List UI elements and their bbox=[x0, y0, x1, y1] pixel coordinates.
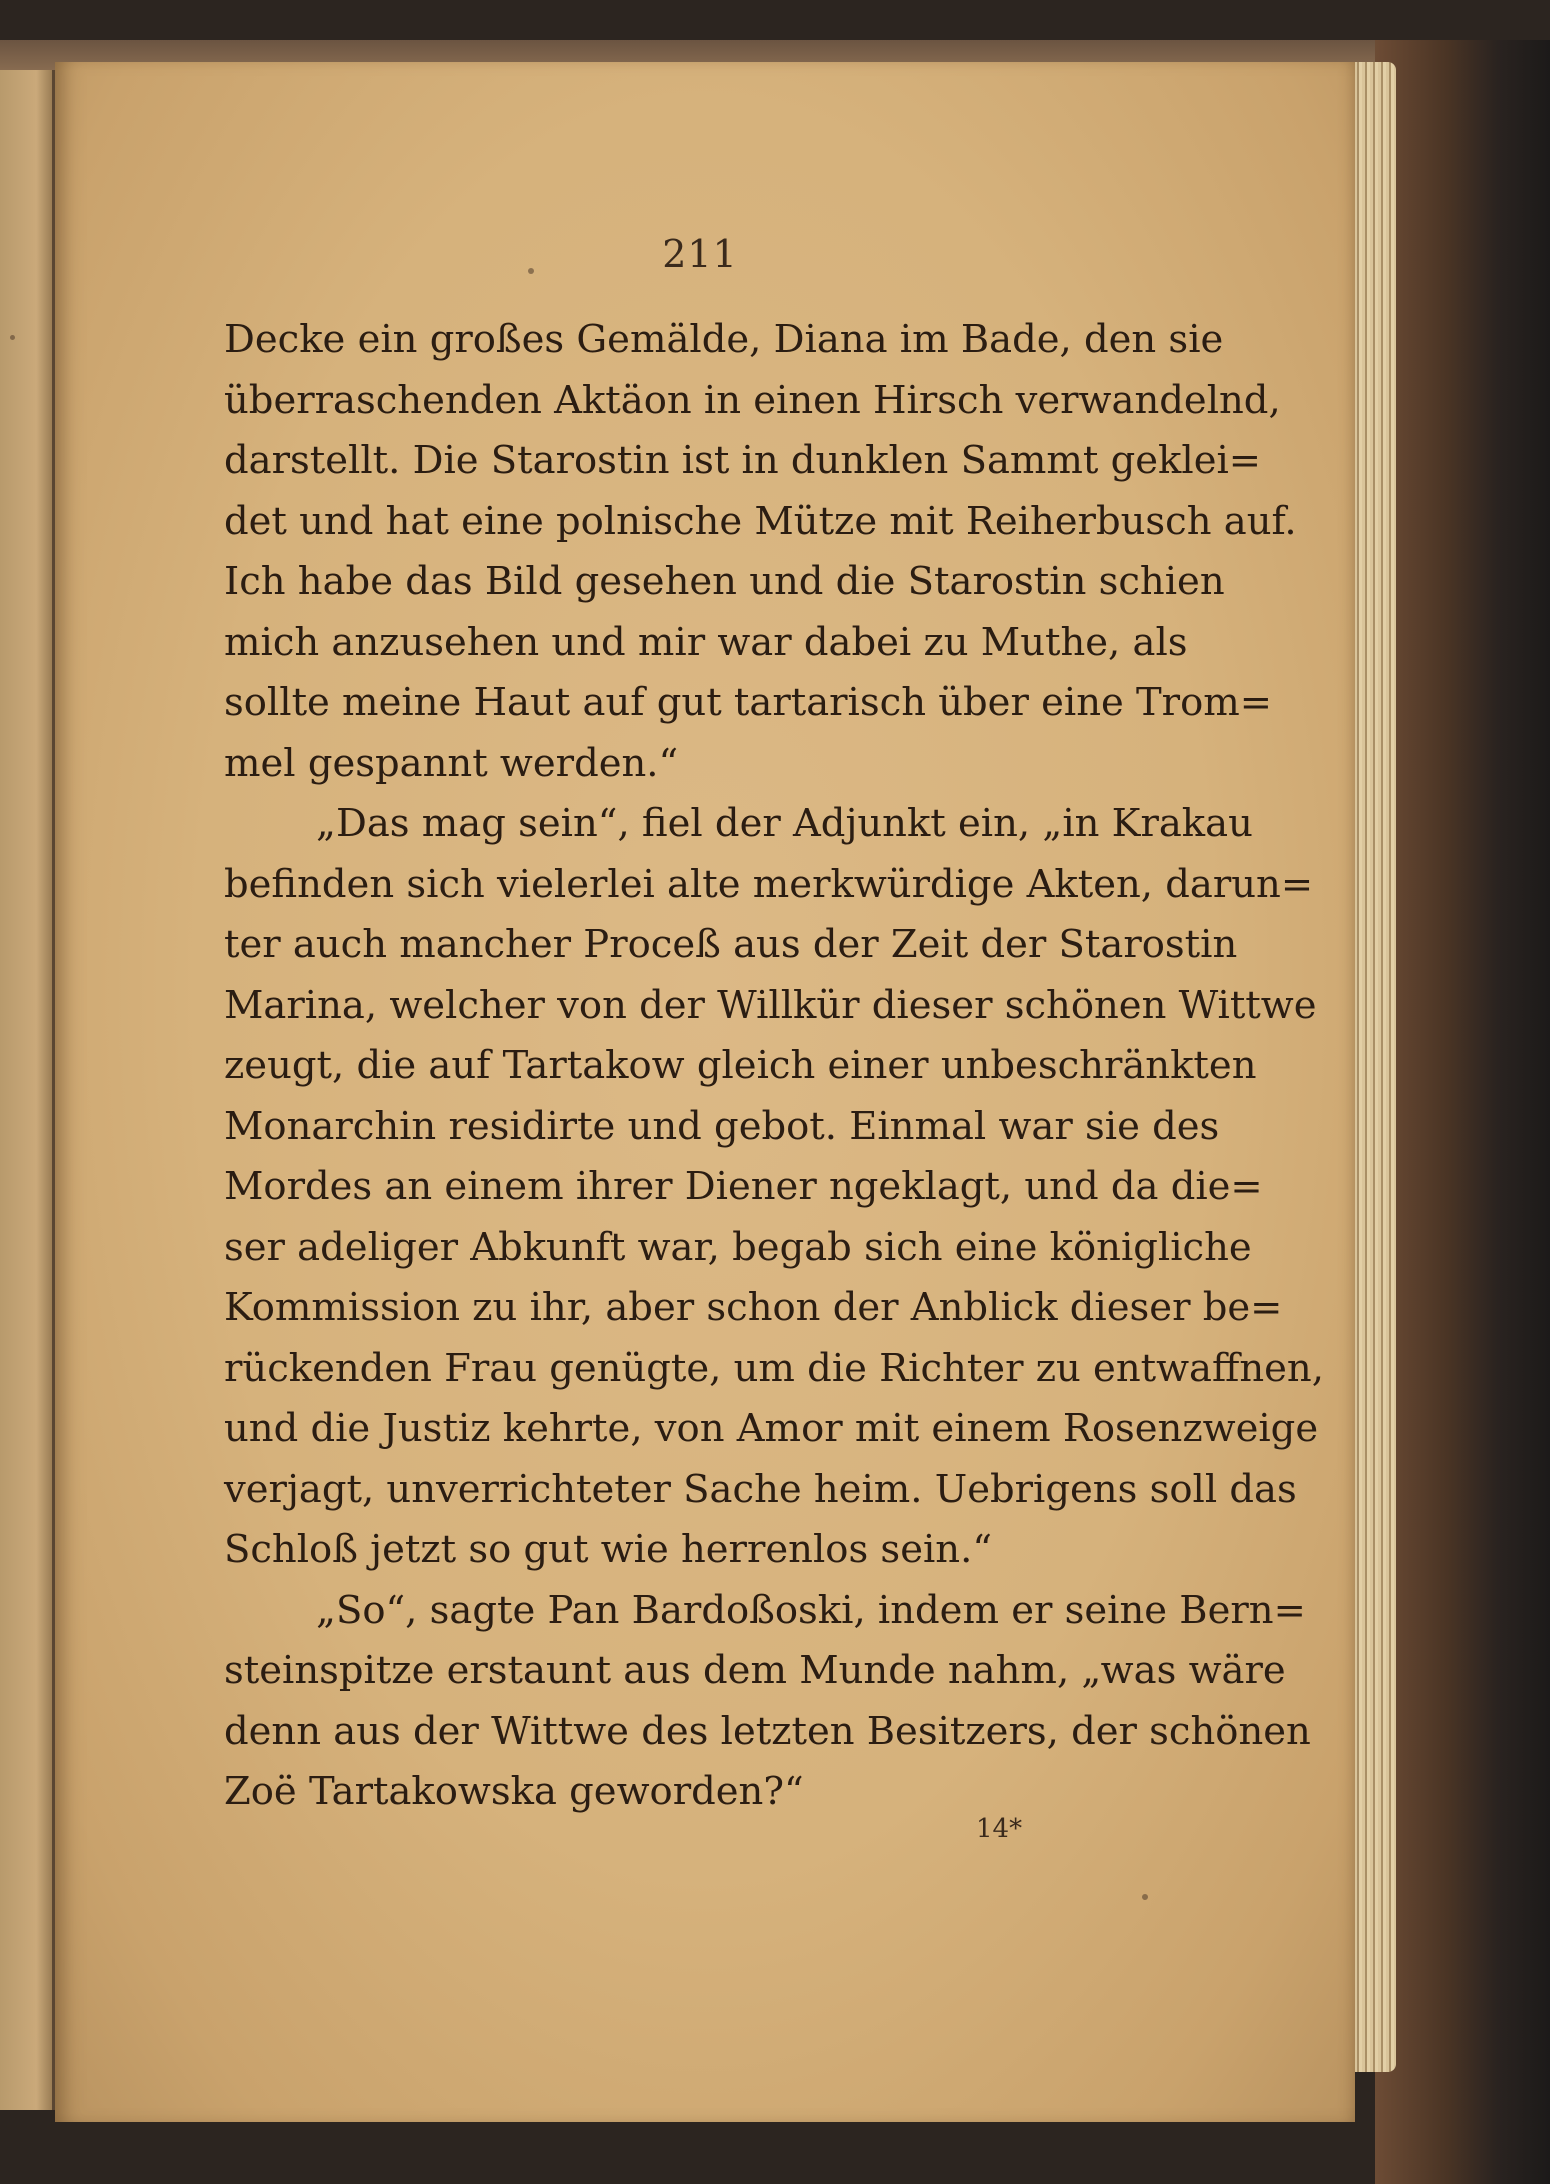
paper-speck bbox=[528, 268, 534, 274]
book-cover-edge bbox=[1375, 40, 1550, 2184]
text-line: Kommission zu ihr, aber schon der Anblick dieser be= bbox=[224, 1285, 1283, 1330]
text-line: Schloß jetzt so gut wie herrenlos sein.“ bbox=[224, 1527, 993, 1572]
text-line: denn aus der Wittwe des letzten Besitzers, der schönen bbox=[224, 1708, 1311, 1754]
text-line: Marina, welcher von der Willkür dieser schönen Wittwe bbox=[224, 982, 1317, 1028]
text-line: Ich habe das Bild gesehen und die Starostin schien bbox=[224, 559, 1225, 604]
printer-signature: 14* bbox=[976, 1814, 1023, 1844]
body-text bbox=[224, 310, 1324, 1823]
text-line: verjagt, unverrichteter Sache heim. Uebrigens soll das bbox=[224, 1466, 1297, 1512]
text-line: sollte meine Haut auf gut tartarisch über eine Trom= bbox=[224, 680, 1273, 725]
text-line: und die Justiz kehrte, von Amor mit einem Rosenzweige bbox=[224, 1406, 1319, 1451]
text-line: überraschenden Aktäon in einen Hirsch verwandelnd, bbox=[224, 377, 1281, 423]
text-line: rückenden Frau genügte, um die Richter zu entwaffnen, bbox=[224, 1345, 1324, 1391]
paper-speck bbox=[1142, 1894, 1148, 1900]
text-line: det und hat eine polnische Mütze mit Reiherbusch auf. bbox=[224, 498, 1297, 544]
text-line: zeugt, die auf Tartakow gleich einer unbeschränkten bbox=[224, 1043, 1257, 1088]
text-line: mel gespannt werden.“ bbox=[224, 740, 679, 786]
text-line: steinspitze erstaunt aus dem Munde nahm, „was wäre bbox=[224, 1648, 1286, 1693]
text-line: Decke ein großes Gemälde, Diana im Bade, den sie bbox=[224, 317, 1224, 362]
page-number: 211 bbox=[662, 232, 738, 276]
text-line: Monarchin residirte und gebot. Einmal war sie des bbox=[224, 1103, 1220, 1149]
text-line: Mordes an einem ihrer Diener ngeklagt, und da die= bbox=[224, 1164, 1263, 1209]
paper-speck bbox=[10, 335, 15, 340]
text-line: „Das mag sein“, fiel der Adjunkt ein, „in Krakau bbox=[316, 801, 1253, 846]
text-line: ser adeliger Abkunft war, begab sich eine königliche bbox=[224, 1224, 1252, 1270]
left-page-edge bbox=[0, 70, 55, 2110]
text-line: Zoë Tartakowska geworden?“ bbox=[224, 1769, 804, 1814]
text-line: befinden sich vielerlei alte merkwürdige Akten, darun= bbox=[224, 861, 1314, 907]
text-line: ter auch mancher Proceß aus der Zeit der Starostin bbox=[224, 922, 1238, 967]
text-line: „So“, sagte Pan Bardoßoski, indem er seine Bern= bbox=[316, 1587, 1306, 1633]
text-line: darstellt. Die Starostin ist in dunklen Sammt geklei= bbox=[224, 438, 1262, 483]
text-line: mich anzusehen und mir war dabei zu Muthe, als bbox=[224, 619, 1188, 665]
